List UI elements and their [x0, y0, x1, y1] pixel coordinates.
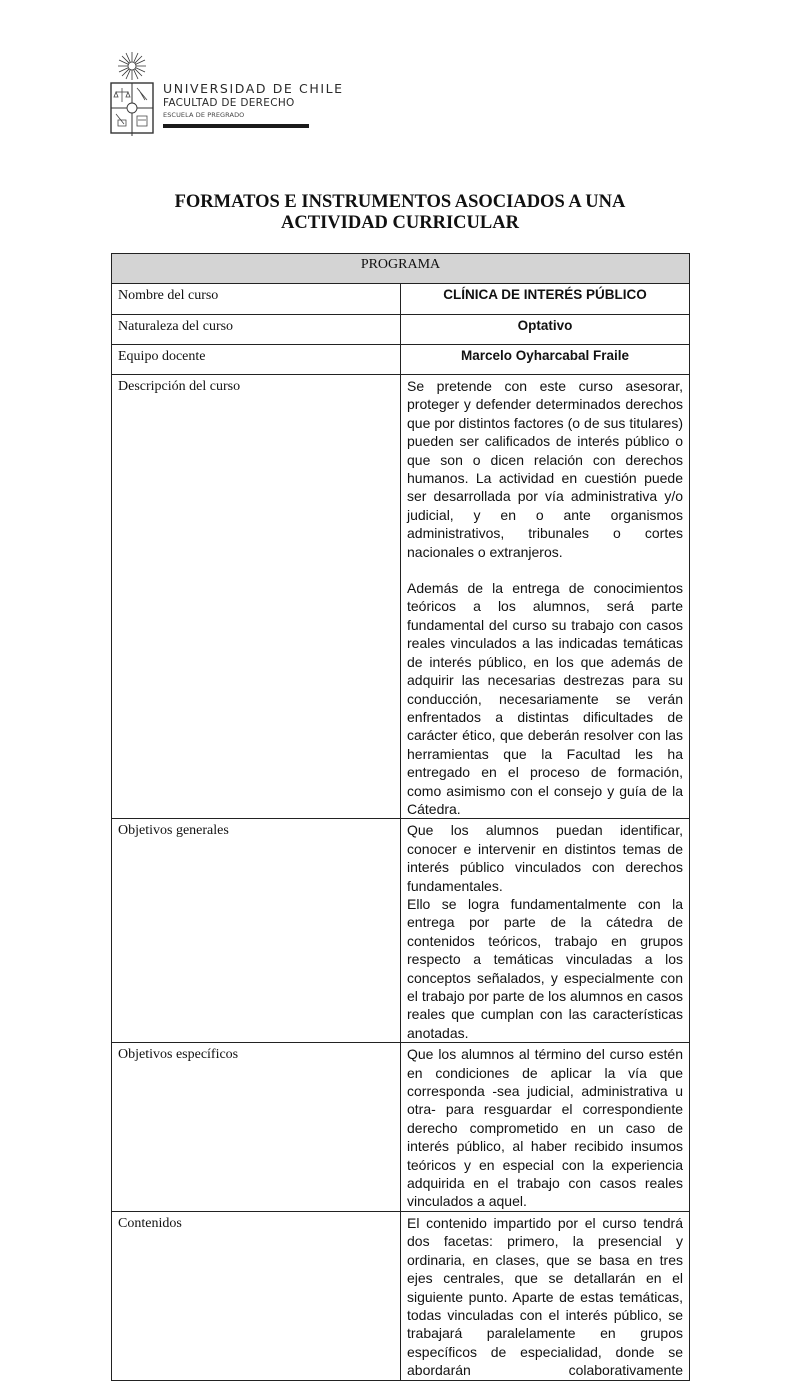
faculty-name: FACULTAD DE DERECHO — [163, 97, 295, 109]
table-row — [112, 284, 690, 315]
row-label-teaching-team: Equipo docente — [112, 345, 401, 375]
row-label-course-nature: Naturaleza del curso — [112, 315, 401, 345]
course-name-value: CLÍNICA DE INTERÉS PÚBLICO — [401, 284, 690, 315]
logo-underline — [163, 124, 309, 128]
table-row — [112, 345, 690, 375]
contents-value — [401, 1211, 690, 1380]
row-label-specific-objectives: Objetivos específicos — [112, 1043, 401, 1212]
general-objectives-value — [401, 819, 690, 1043]
contents-paragraph-1: El contenido impartido por el curso tendrá dos facetas: primero, la presencial y ordinaria, en clases, que se basa en tres ejes centrales, que se detallarán en el siguiente punto. Aparte de estas temáticas, todas vinculadas con el interés público, se trabajará paralelamente en grupos específicos de especialidad, donde se abordarán colaborativamente — [407, 1214, 683, 1379]
title-line-2: ACTIVIDAD CURRICULAR — [281, 213, 519, 233]
description-paragraph-2: Además de la entrega de conocimientos teóricos a los alumnos, será parte fundamental del curso su trabajo con casos reales vinculados a las indicadas temáticas de interés público, en los que además de adquirir las necesarias destrezas para su conducción, necesariamente se verán enfrentados a distintas dificultades de carácter ético, que deberán resolver con las herramientas que la Facultad les ha entregado en el proceso de formación, como asimismo con el consejo y guía de la Cátedra. — [407, 580, 683, 817]
course-nature-value: Optativo — [401, 315, 690, 345]
specific-objectives-value — [401, 1043, 690, 1212]
row-label-general-objectives: Objetivos generales — [112, 819, 401, 1043]
row-label-course-name: Nombre del curso — [112, 284, 401, 315]
general-objectives-paragraph-1: Que los alumnos puedan identificar, conocer e intervenir en distintos temas de interés público vinculados con derechos fundamentales. — [407, 822, 683, 894]
table-row — [112, 1043, 690, 1212]
school-name: ESCUELA DE PREGRADO — [163, 111, 245, 119]
row-label-contents: Contenidos — [112, 1211, 401, 1380]
table-header-row — [112, 254, 690, 284]
page-title — [100, 192, 700, 234]
program-heading: PROGRAMA — [112, 254, 690, 284]
table-row — [112, 1211, 690, 1380]
teaching-team-value: Marcelo Oyharcabal Fraile — [401, 345, 690, 375]
university-crest-icon — [108, 50, 156, 138]
program-table — [111, 253, 690, 1381]
table-row — [112, 375, 690, 819]
specific-objectives-paragraph-1: Que los alumnos al término del curso estén en condiciones de aplicar la vía que corresponda -sea judicial, administrativa u otra- para resguardar el correspondiente derecho comprometido en un caso de interés público, al haber recibido insumos teóricos y en especial con la experiencia adquirida en el trabajo con casos reales vinculados a aquel. — [407, 1046, 683, 1210]
description-value — [401, 375, 690, 819]
table-row — [112, 315, 690, 345]
row-label-description: Descripción del curso — [112, 375, 401, 819]
title-line-1: FORMATOS E INSTRUMENTOS ASOCIADOS A UNA — [174, 192, 626, 212]
university-name: UNIVERSIDAD DE CHILE — [163, 81, 344, 96]
general-objectives-paragraph-2: Ello se logra fundamentalmente con la entrega por parte de la cátedra de contenidos teóricos, trabajo en grupos respecto a temáticas vinculadas a los conceptos señalados, y especialmente con el trabajo por parte de los alumnos en casos reales que cumplan con las características anotadas. — [407, 895, 683, 1041]
university-logo — [108, 50, 344, 140]
description-paragraph-1: Se pretende con este curso asesorar, proteger y defender determinados derechos que por distintos factores (o de sus titulares) pueden ser calificados de interés público o que son o dicen relación con derechos humanos. La actividad en cuestión puede ser desarrollada por vía administrativa y/o judicial, y en o ante organismos administrativos, tribunales o cortes nacionales o extranjeros. — [407, 378, 683, 560]
table-row — [112, 819, 690, 1043]
